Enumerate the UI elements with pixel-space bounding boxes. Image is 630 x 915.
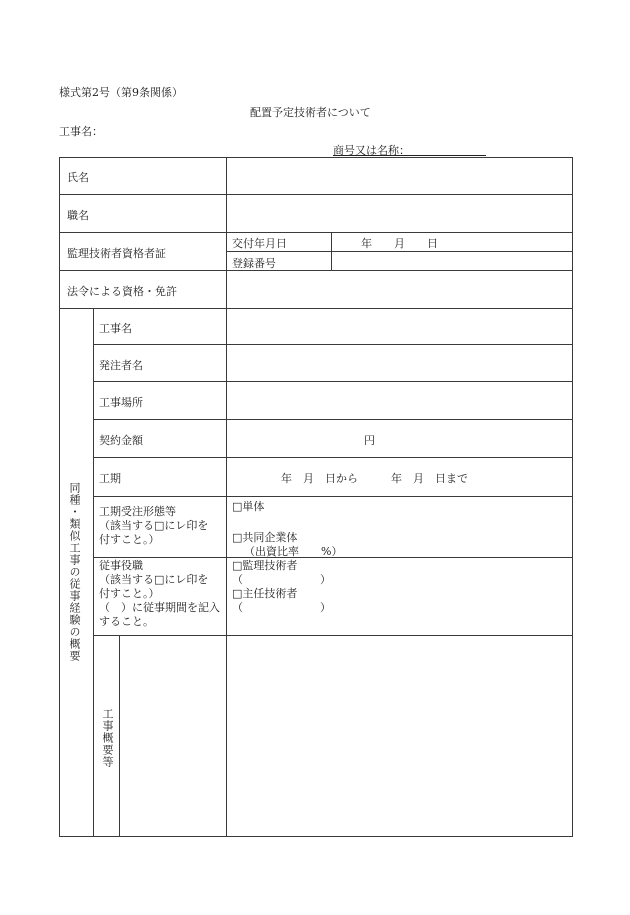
label-contract-amount: 契約金額 — [99, 434, 143, 447]
label-certificate: 監理技術者資格者証 — [67, 247, 166, 260]
label-exp-location: 工事場所 — [99, 396, 143, 409]
label-position: 職名 — [67, 209, 89, 222]
label-issue-date: 交付年月日 — [232, 237, 287, 250]
label-exp-project-name: 工事名 — [99, 322, 132, 335]
option-supervisor: □監理技術者 — [232, 559, 298, 572]
label-summary: 工事概要等 — [101, 708, 114, 768]
document-title: 配置予定技術者について — [250, 106, 371, 119]
label-period: 工期 — [99, 472, 121, 485]
investment-ratio: （出資比率 %） — [244, 545, 343, 558]
company-name-label: 商号又は名称： — [333, 144, 410, 157]
period-value: 年 月 日から 年 月 日まで — [281, 472, 468, 485]
role-options — [232, 559, 331, 615]
option-joint-venture: □共同企業体 — [232, 531, 298, 544]
company-name-underline — [333, 155, 486, 156]
label-name: 氏名 — [67, 171, 89, 184]
project-name-label: 工事名： — [59, 125, 103, 138]
contract-amount-unit: 円 — [364, 434, 375, 447]
option-chief: □主任技術者 — [232, 587, 298, 600]
supervisor-period: （ ） — [232, 573, 331, 586]
label-role: 従事役職 （該当する□にレ印を 付すこと。） （ ）に従事期間を記入 すること。 — [99, 559, 220, 628]
label-exp-client-name: 発注者名 — [99, 359, 143, 372]
option-single: □単体 — [232, 500, 265, 513]
issue-date-value: 年 月 日 — [361, 237, 438, 250]
experience-section-label: 同種・類似工事の従事経験の概要 — [68, 482, 81, 662]
label-order-type: 工期受注形態等 （該当する□にレ印を 付すこと。） — [99, 505, 209, 546]
label-registration-number: 登録番号 — [232, 257, 276, 270]
label-license: 法令による資格・免許 — [67, 285, 177, 298]
form-number: 様式第2号（第9条関係） — [59, 86, 183, 99]
chief-period: （ ） — [232, 601, 331, 614]
form-table — [59, 157, 573, 837]
